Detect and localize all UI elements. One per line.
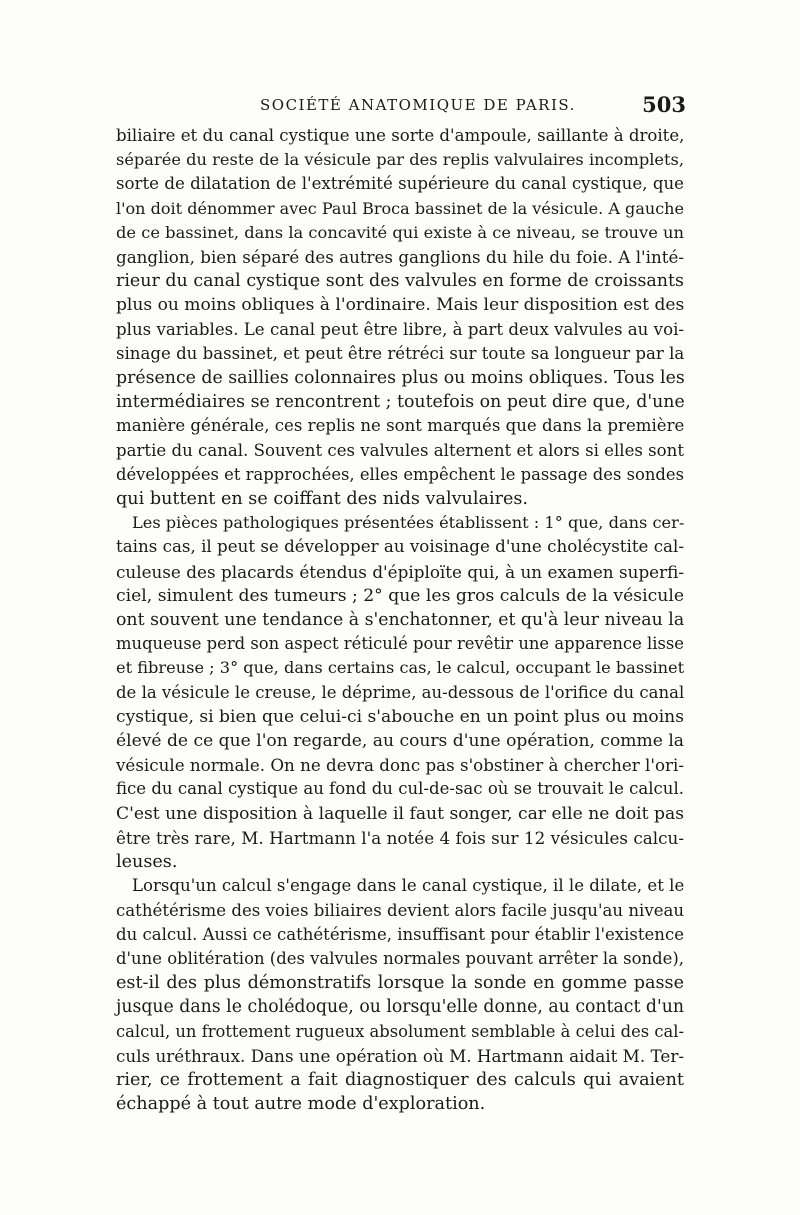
text-line: rier, ce frottement a fait diagnostiquer des calculs qui avaient [116,1069,684,1090]
text-line: de la vésicule le creuse, le déprime, au-dessous de l'orifice du canal [116,682,685,702]
running-title: SOCIÉTÉ ANATOMIQUE DE PARIS. [260,96,576,114]
text-line: être très rare, M. Hartmann l'a notée 4 fois sur 12 vésicules calcu- [116,827,684,848]
text-line: plus ou moins obliques à l'ordinaire. Mais leur disposition est des [116,295,685,316]
text-line: fice du canal cystique au fond du cul-de-sac où se trouvait le calcul. [116,779,684,799]
text-line: sinage du bassinet, et peut être rétréci sur toute sa longueur par la [116,343,685,363]
text-line: sorte de dilatation de l'extrémité supérieure du canal cystique, que [116,174,684,194]
text-line: plus variables. Le canal peut être libre, à part deux valvules au voi- [116,319,684,339]
text-line: leuses. [116,852,178,873]
text-line: développées et rapprochées, elles empêchent le passage des sondes [116,464,684,484]
text-line: partie du canal. Souvent ces valvules alternent et alors si elles sont [116,440,684,460]
text-line: échappé à tout autre mode d'exploration. [116,1094,486,1115]
text-line: culs uréthraux. Dans une opération où M. Hartmann aidait M. Ter- [116,1045,684,1066]
text-line: Lorsqu'un calcul s'engage dans le canal cystique, il le dilate, et le [132,876,685,896]
text-line: est-il des plus démonstratifs lorsque la sonde en gomme passe [116,973,684,994]
text-line: l'on doit dénommer avec Paul Broca bassinet de la vésicule. A gauche [116,198,684,218]
text-line: ciel, simulent des tumeurs ; 2° que les gros calculs de la vésicule [116,585,684,606]
text-line: rieur du canal cystique sont des valvules en forme de croissants [116,271,684,292]
text-line: intermédiaires se rencontrent ; toutefois on peut dire que, d'une [116,392,685,413]
text-line: séparée du reste de la vésicule par des replis valvulaires incomplets, [116,150,684,170]
text-line: muqueuse perd son aspect réticulé pour revêtir une apparence lisse [116,634,684,654]
text-line: Les pièces pathologiques présentées établissent : 1° que, dans cer- [132,513,685,533]
text-line: présence de saillies colonnaires plus ou moins obliques. Tous les [116,368,685,389]
text-line: élevé de ce que l'on regarde, au cours d'une opération, comme la [116,731,684,752]
text-line: de ce bassinet, dans la concavité qui existe à ce niveau, se trouve un [116,222,684,242]
text-line: jusque dans le cholédoque, ou lorsqu'elle donne, au contact d'un [116,997,684,1018]
text-line: cystique, si bien que celui-ci s'abouche en un point plus ou moins [116,706,684,727]
page-number: 503 [642,92,686,117]
text-line: d'une oblitération (des valvules normales pouvant arrêter la sonde), [116,948,685,968]
text-line: vésicule normale. On ne devra donc pas s'obstiner à chercher l'ori- [116,755,684,776]
text-line: cathétérisme des voies biliaires devient alors facile jusqu'au niveau [116,900,685,920]
body-text [116,124,684,1116]
text-line: qui buttent en se coiffant des nids valvulaires. [116,489,529,510]
text-line: culeuse des placards étendus d'épiploïte qui, à un examen superfi- [116,561,684,582]
text-line: ganglion, bien séparé des autres ganglions du hile du foie. A l'inté- [116,247,684,268]
page-header [120,92,686,122]
text-line: C'est une disposition à laquelle il faut songer, car elle ne doit pas [116,803,684,824]
text-line: tains cas, il peut se développer au voisinage d'une cholécystite cal- [116,537,684,557]
text-line: calcul, un frottement rugueux absolument semblable à celui des cal- [116,1021,684,1041]
text-line: manière générale, ces replis ne sont marqués que dans la première [116,416,685,436]
text-line: ont souvent une tendance à s'enchatonner, et qu'à leur niveau la [116,610,685,631]
text-line: et fibreuse ; 3° que, dans certains cas, le calcul, occupant le bassinet [116,658,685,678]
text-line: du calcul. Aussi ce cathétérisme, insuffisant pour établir l'existence [116,924,684,944]
text-line: biliaire et du canal cystique une sorte d'ampoule, saillante à droite, [116,126,685,145]
